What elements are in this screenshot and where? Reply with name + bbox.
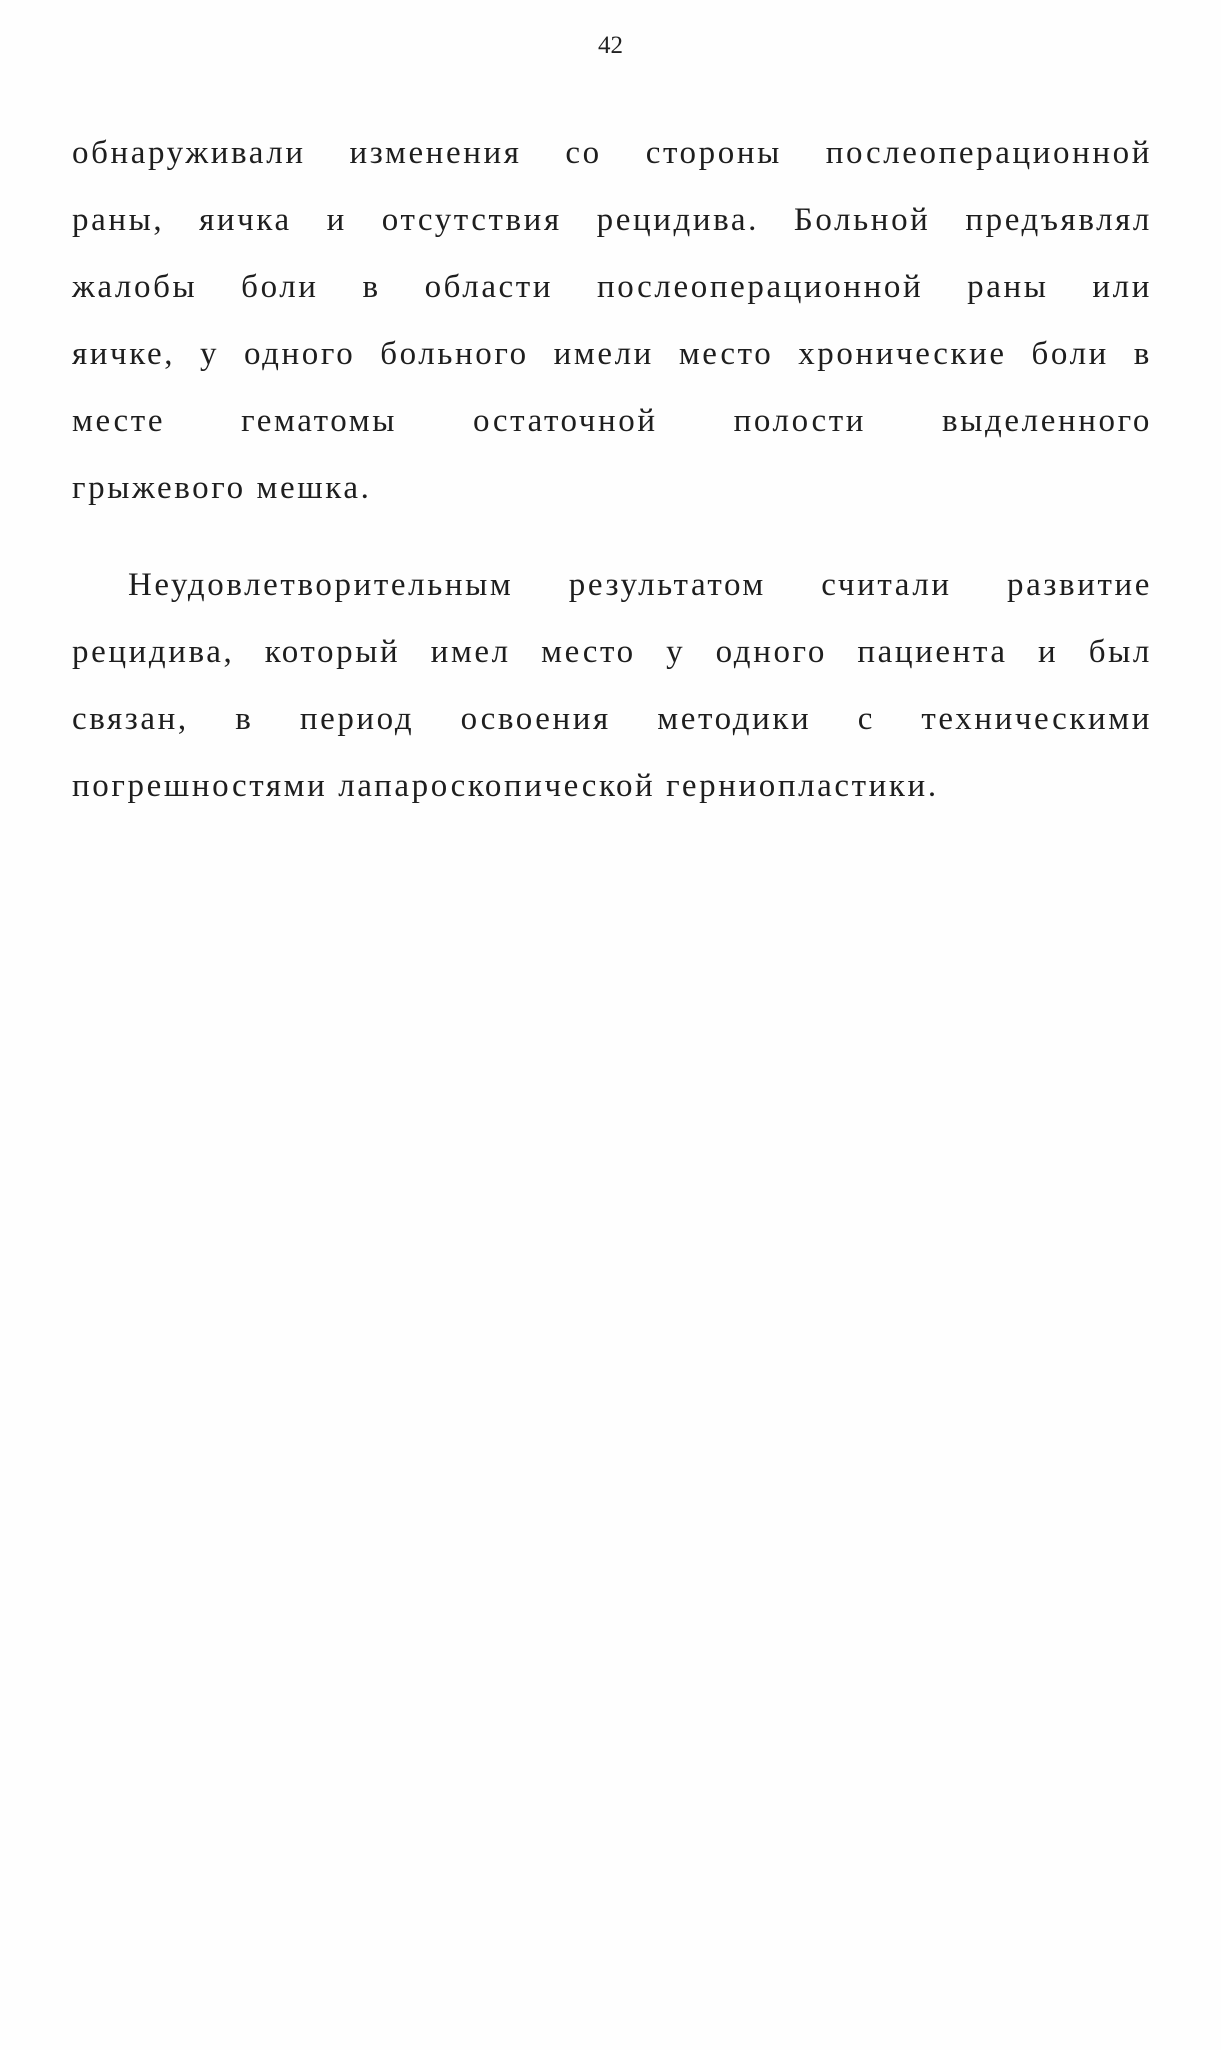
paragraph-line: Неудовлетворительным результатом считали развитие xyxy=(128,567,1152,603)
paragraph-1 xyxy=(72,120,1152,522)
page-number: 42 xyxy=(598,32,623,59)
paragraph-line: яичке, у одного больного имели место хронические боли в xyxy=(72,336,1152,372)
paragraph-line: раны, яичка и отсутствия рецидива. Больной предъявлял xyxy=(72,202,1152,238)
paragraph-line: рецидива, который имел место у одного пациента и был xyxy=(72,634,1152,670)
paragraph-line: жалобы боли в области послеоперационной раны или xyxy=(72,269,1152,305)
body-text xyxy=(72,120,1152,820)
paragraph-line: обнаруживали изменения со стороны послеоперационной xyxy=(72,135,1152,171)
paragraph-line: погрешностями лапароскопической герниопластики. xyxy=(72,768,939,804)
paragraph-line: связан, в период освоения методики с техническими xyxy=(72,701,1152,737)
paragraph-line: месте гематомы остаточной полости выделенного xyxy=(72,403,1152,439)
paragraph-2 xyxy=(72,552,1152,820)
paragraph-line: грыжевого мешка. xyxy=(72,470,372,506)
